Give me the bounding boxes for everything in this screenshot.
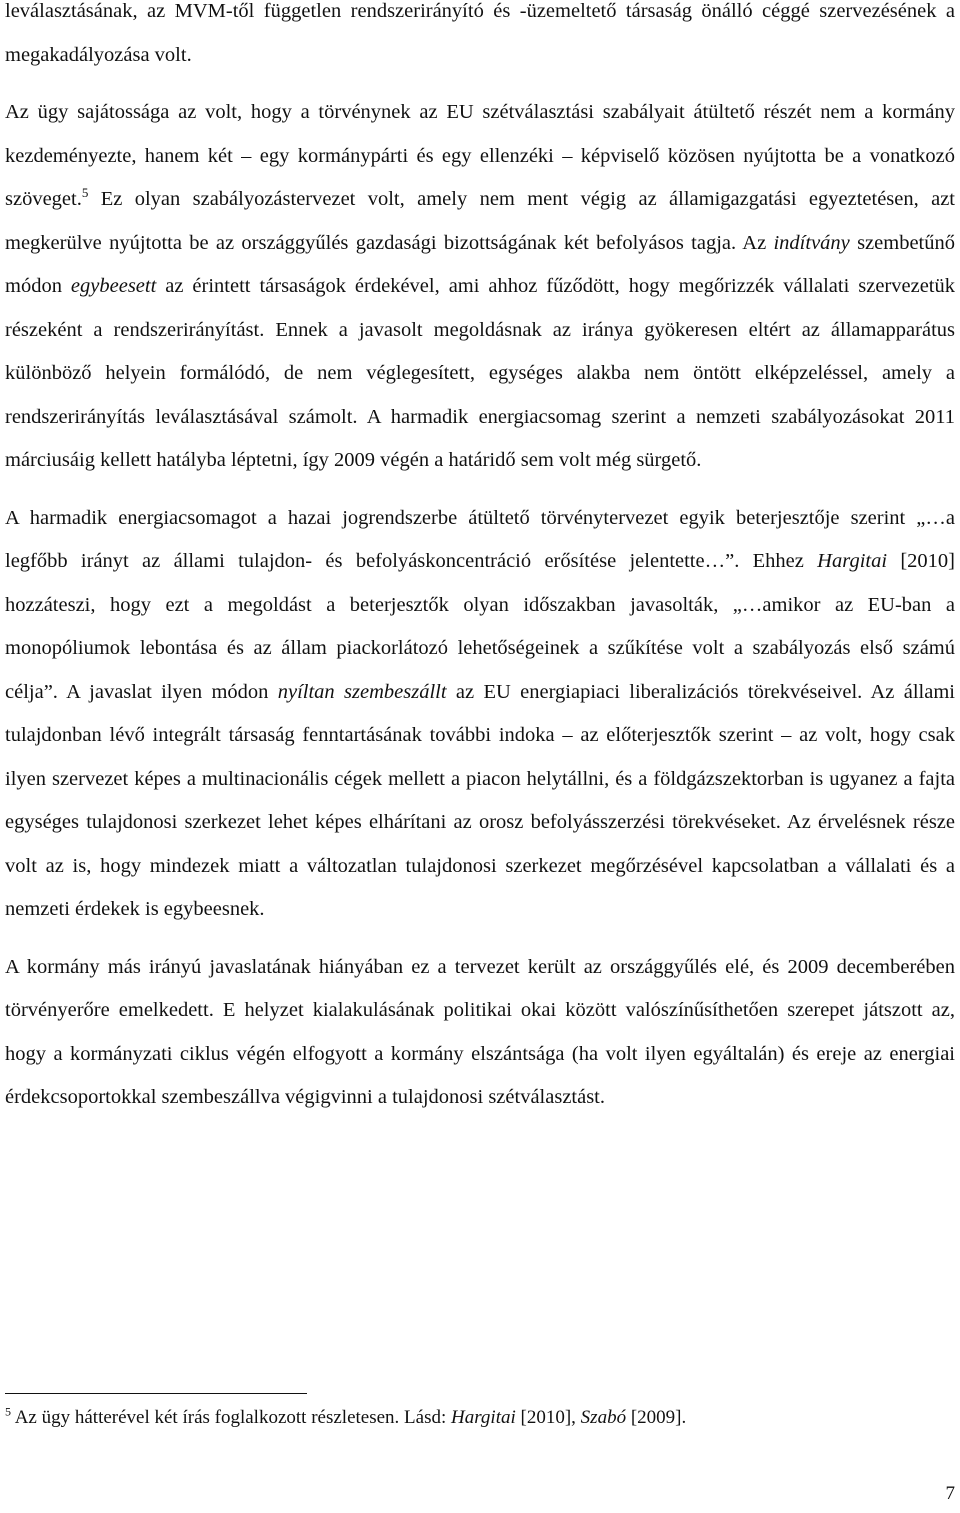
emphasis-text: Hargitai [451, 1407, 516, 1428]
page-number: 7 [945, 1483, 955, 1504]
paragraph-text: az EU energiapiaci liberalizációs törekvéseivel. Az állami tulajdonban lévő integrált társaság fenntartásának további indoka – az előterjesztők szerint – az volt, hogy csak ilyen szervezet képes a multinacionális cégek mellett a piacon helytállni, és a földgázszektorban is ugyanez a fajta egységes tulajdonosi szerkezet lehet képes elhárítani az orosz befolyásszerzési törekvéseket. Az érvelésnek része volt az is, hogy mindezek miatt a változatlan tulajdonosi szerkezet megőrzésével kapcsolatban a vállalati és a nemzeti érdekek is egybeesnek. [5, 680, 955, 920]
footnote-text: [2010], [515, 1407, 581, 1428]
paragraph-continuation [5, 0, 955, 77]
paragraph-government-proposal [5, 946, 955, 1120]
document-body [5, 0, 955, 1120]
paragraph-text: Ez olyan szabályozástervezet volt, amely nem ment végig az államigazgatási egyeztetésen, azt megkerülve nyújtotta be az országgyűlés gazdasági bizottságának két befolyásos tagja. Az [5, 188, 955, 254]
footnote-reference[interactable]: 5 [81, 185, 89, 201]
paragraph-text: szembetűnő módon [5, 231, 955, 297]
emphasis-text: egybeesett [70, 275, 157, 297]
footnote [5, 1404, 955, 1432]
emphasis-text: Hargitai [817, 550, 888, 572]
footnote-separator [5, 1393, 307, 1394]
footnote-marker: 5 [5, 1404, 11, 1419]
paragraph-unbundling-bill [5, 91, 955, 483]
paragraph-text: A kormány más irányú javaslatának hiányában ez a tervezet került az országgyűlés elé, és 2009 decemberében törvényerőre emelkedett. E helyzet kialakulásának politikai okai között valószínűsíthetően szerepet játszott az, hogy a kormányzati ciklus végén elfogyott a kormány elszántsága (ha volt ilyen egyáltalán) és ereje az energiai érdekcsoportokkal szembeszállva végigvinni a tulajdonosi szétválasztást. [5, 955, 955, 1108]
emphasis-text: indítvány [773, 231, 850, 254]
paragraph-text: leválasztásának, az MVM-től független rendszerirányító és -üzemeltető társaság önálló céggé szervezésének a megakadályozása volt. [5, 0, 955, 66]
paragraph-third-energy-package [5, 497, 955, 932]
paragraph-text: [2010] hozzáteszi, hogy ezt a megoldást a beterjesztők olyan időszakban javasolták, „…amikor az EU-ban a monopóliumok lebontása és az állam piackorlátozó lehetőségeinek a szűkítése volt a szabályozás első számú célja”. A javaslat ilyen módon [5, 550, 955, 703]
paragraph-text: Az ügy sajátossága az volt, hogy a törvénynek az EU szétválasztási szabályait átültető részét nem a kormány kezdeményezte, hanem két – egy kormánypárti és egy ellenzéki – képviselő közösen nyújtotta be a vonatkozó szöveget. [5, 101, 955, 210]
footnote-text: Az ügy hátterével két írás foglalkozott részletesen. Lásd: [11, 1407, 452, 1428]
paragraph-text: az érintett társaságok érdekével, ami ahhoz fűződött, hogy megőrizzék vállalati szervezetük részeként a rendszerirányítást. Ennek a javasolt megoldásnak az iránya gyökeresen eltért az államapparátus különböző helyein formálódó, de nem véglegesített, egységes alakba nem öntött elképzeléssel, amely a rendszerirányítás leválasztásával számolt. A harmadik energiacsomag szerint a nemzeti szabályozásokat 2011 márciusáig kellett hatályba léptetni, így 2009 végén a határidő sem volt még sürgető. [5, 275, 955, 471]
footnote-text: [2009]. [626, 1407, 687, 1428]
emphasis-text: Szabó [580, 1407, 627, 1428]
paragraph-text: A harmadik energiacsomagot a hazai jogrendszerbe átültető törvénytervezet egyik beterjesztője szerint „…a legfőbb irányt az állami tulajdon- és befolyáskoncentráció erősítése jelentette…”. Ehhez [5, 506, 955, 572]
emphasis-text: nyíltan szembeszállt [277, 680, 447, 703]
